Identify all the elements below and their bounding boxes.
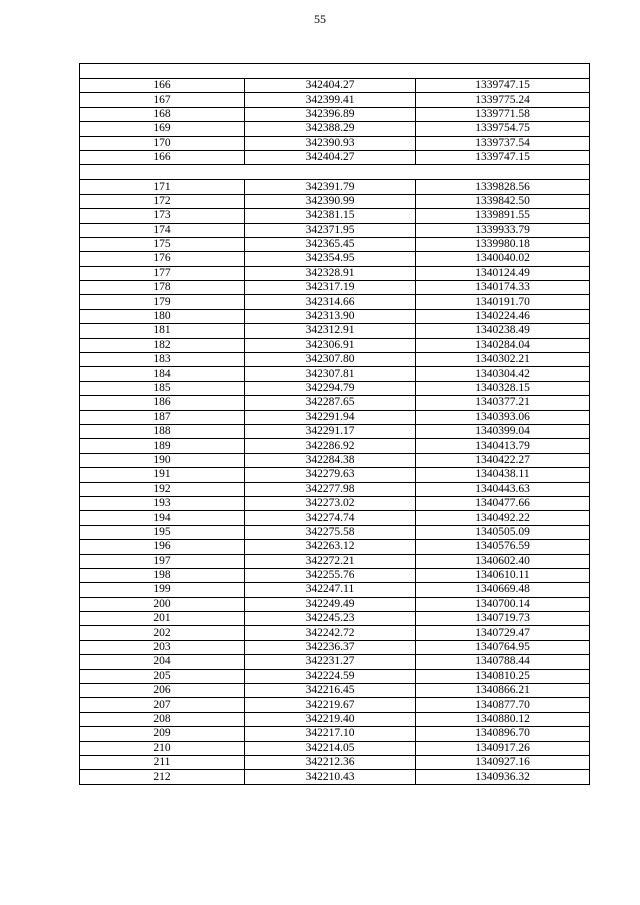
x-coordinate-cell: 342307.80 bbox=[245, 353, 416, 367]
y-coordinate-cell: 1340422.27 bbox=[416, 453, 590, 467]
x-coordinate-cell: 342277.98 bbox=[245, 482, 416, 496]
point-number-cell: 187 bbox=[80, 410, 245, 424]
page-number: 55 bbox=[314, 12, 326, 26]
x-coordinate-cell: 342307.81 bbox=[245, 367, 416, 381]
point-number-cell: 204 bbox=[80, 655, 245, 669]
table-row bbox=[80, 525, 590, 539]
x-coordinate-cell: 342381.15 bbox=[245, 209, 416, 223]
x-coordinate-cell: 342313.90 bbox=[245, 309, 416, 323]
point-number-cell: 180 bbox=[80, 309, 245, 323]
table-row bbox=[80, 482, 590, 496]
x-coordinate-cell: 342306.91 bbox=[245, 338, 416, 352]
y-coordinate-cell: 1340917.26 bbox=[416, 741, 590, 755]
point-number-cell: 192 bbox=[80, 482, 245, 496]
point-number-cell: 182 bbox=[80, 338, 245, 352]
y-coordinate-cell: 1339933.79 bbox=[416, 223, 590, 237]
point-number-cell: 199 bbox=[80, 583, 245, 597]
point-number-cell: 188 bbox=[80, 424, 245, 438]
point-number-cell: 206 bbox=[80, 684, 245, 698]
y-coordinate-cell: 1339980.18 bbox=[416, 237, 590, 251]
table-row bbox=[80, 496, 590, 510]
point-number-cell: 184 bbox=[80, 367, 245, 381]
y-coordinate-cell: 1339747.15 bbox=[416, 150, 590, 164]
x-coordinate-cell: 342371.95 bbox=[245, 223, 416, 237]
point-number-cell: 202 bbox=[80, 626, 245, 640]
table-row bbox=[80, 626, 590, 640]
y-coordinate-cell: 1340191.70 bbox=[416, 295, 590, 309]
x-coordinate-cell: 342272.21 bbox=[245, 554, 416, 568]
table-row bbox=[80, 755, 590, 769]
point-number-cell: 197 bbox=[80, 554, 245, 568]
point-number-cell: 166 bbox=[80, 79, 245, 93]
x-coordinate-cell: 342291.17 bbox=[245, 424, 416, 438]
y-coordinate-cell: 1340896.70 bbox=[416, 727, 590, 741]
x-coordinate-cell: 342291.94 bbox=[245, 410, 416, 424]
x-coordinate-cell: 342354.95 bbox=[245, 252, 416, 266]
y-coordinate-cell: 1339754.75 bbox=[416, 122, 590, 136]
y-coordinate-cell: 1340719.73 bbox=[416, 612, 590, 626]
y-coordinate-cell: 1340238.49 bbox=[416, 324, 590, 338]
table-row bbox=[80, 194, 590, 208]
x-coordinate-cell: 342242.72 bbox=[245, 626, 416, 640]
point-number-cell: 170 bbox=[80, 136, 245, 150]
coordinates-table-body bbox=[80, 64, 590, 785]
table-row bbox=[80, 424, 590, 438]
table-row bbox=[80, 698, 590, 712]
point-number-cell: 208 bbox=[80, 712, 245, 726]
group-separator-row bbox=[80, 165, 590, 180]
table-row bbox=[80, 712, 590, 726]
x-coordinate-cell: 342404.27 bbox=[245, 79, 416, 93]
point-number-cell: 176 bbox=[80, 252, 245, 266]
group-separator-cell bbox=[80, 165, 590, 180]
x-coordinate-cell: 342210.43 bbox=[245, 770, 416, 784]
y-coordinate-cell: 1340393.06 bbox=[416, 410, 590, 424]
table-row bbox=[80, 79, 590, 93]
table-row bbox=[80, 741, 590, 755]
point-number-cell: 174 bbox=[80, 223, 245, 237]
x-coordinate-cell: 342212.36 bbox=[245, 755, 416, 769]
y-coordinate-cell: 1340927.16 bbox=[416, 755, 590, 769]
y-coordinate-cell: 1340936.32 bbox=[416, 770, 590, 784]
x-coordinate-cell: 342263.12 bbox=[245, 540, 416, 554]
coordinates-table bbox=[79, 63, 590, 785]
table-row bbox=[80, 93, 590, 107]
x-coordinate-cell: 342236.37 bbox=[245, 640, 416, 654]
point-number-cell: 166 bbox=[80, 150, 245, 164]
point-number-cell: 186 bbox=[80, 396, 245, 410]
x-coordinate-cell: 342294.79 bbox=[245, 381, 416, 395]
x-coordinate-cell: 342284.38 bbox=[245, 453, 416, 467]
x-coordinate-cell: 342247.11 bbox=[245, 583, 416, 597]
table-row bbox=[80, 252, 590, 266]
table-row bbox=[80, 381, 590, 395]
point-number-cell: 211 bbox=[80, 755, 245, 769]
point-number-cell: 194 bbox=[80, 511, 245, 525]
y-coordinate-cell: 1339771.58 bbox=[416, 107, 590, 121]
table-row bbox=[80, 640, 590, 654]
table-row bbox=[80, 223, 590, 237]
x-coordinate-cell: 342249.49 bbox=[245, 597, 416, 611]
x-coordinate-cell: 342286.92 bbox=[245, 439, 416, 453]
point-number-cell: 183 bbox=[80, 353, 245, 367]
point-number-cell: 177 bbox=[80, 266, 245, 280]
x-coordinate-cell: 342396.89 bbox=[245, 107, 416, 121]
point-number-cell: 172 bbox=[80, 194, 245, 208]
y-coordinate-cell: 1340040.02 bbox=[416, 252, 590, 266]
y-coordinate-cell: 1340788.44 bbox=[416, 655, 590, 669]
y-coordinate-cell: 1339747.15 bbox=[416, 79, 590, 93]
x-coordinate-cell: 342399.41 bbox=[245, 93, 416, 107]
y-coordinate-cell: 1340764.95 bbox=[416, 640, 590, 654]
x-coordinate-cell: 342279.63 bbox=[245, 468, 416, 482]
point-number-cell: 171 bbox=[80, 180, 245, 194]
point-number-cell: 185 bbox=[80, 381, 245, 395]
table-row bbox=[80, 410, 590, 424]
x-coordinate-cell: 342275.58 bbox=[245, 525, 416, 539]
y-coordinate-cell: 1340669.48 bbox=[416, 583, 590, 597]
table-row bbox=[80, 727, 590, 741]
x-coordinate-cell: 342255.76 bbox=[245, 568, 416, 582]
group-separator-row bbox=[80, 64, 590, 79]
table-row bbox=[80, 367, 590, 381]
y-coordinate-cell: 1339775.24 bbox=[416, 93, 590, 107]
x-coordinate-cell: 342219.67 bbox=[245, 698, 416, 712]
table-row bbox=[80, 295, 590, 309]
y-coordinate-cell: 1340576.59 bbox=[416, 540, 590, 554]
table-row bbox=[80, 770, 590, 784]
table-row bbox=[80, 281, 590, 295]
x-coordinate-cell: 342328.91 bbox=[245, 266, 416, 280]
table-row bbox=[80, 136, 590, 150]
x-coordinate-cell: 342217.10 bbox=[245, 727, 416, 741]
x-coordinate-cell: 342219.40 bbox=[245, 712, 416, 726]
x-coordinate-cell: 342312.91 bbox=[245, 324, 416, 338]
point-number-cell: 209 bbox=[80, 727, 245, 741]
table-row bbox=[80, 568, 590, 582]
y-coordinate-cell: 1340729.47 bbox=[416, 626, 590, 640]
y-coordinate-cell: 1340438.11 bbox=[416, 468, 590, 482]
table-row bbox=[80, 237, 590, 251]
y-coordinate-cell: 1339842.50 bbox=[416, 194, 590, 208]
point-number-cell: 168 bbox=[80, 107, 245, 121]
x-coordinate-cell: 342224.59 bbox=[245, 669, 416, 683]
x-coordinate-cell: 342287.65 bbox=[245, 396, 416, 410]
y-coordinate-cell: 1340377.21 bbox=[416, 396, 590, 410]
group-separator-cell bbox=[80, 64, 590, 79]
y-coordinate-cell: 1340700.14 bbox=[416, 597, 590, 611]
point-number-cell: 179 bbox=[80, 295, 245, 309]
y-coordinate-cell: 1340224.46 bbox=[416, 309, 590, 323]
y-coordinate-cell: 1340602.40 bbox=[416, 554, 590, 568]
x-coordinate-cell: 342274.74 bbox=[245, 511, 416, 525]
point-number-cell: 189 bbox=[80, 439, 245, 453]
table-row bbox=[80, 150, 590, 164]
x-coordinate-cell: 342391.79 bbox=[245, 180, 416, 194]
table-row bbox=[80, 655, 590, 669]
y-coordinate-cell: 1340610.11 bbox=[416, 568, 590, 582]
y-coordinate-cell: 1339891.55 bbox=[416, 209, 590, 223]
table-row bbox=[80, 266, 590, 280]
table-row bbox=[80, 309, 590, 323]
point-number-cell: 205 bbox=[80, 669, 245, 683]
x-coordinate-cell: 342390.93 bbox=[245, 136, 416, 150]
table-row bbox=[80, 209, 590, 223]
table-row bbox=[80, 554, 590, 568]
table-row bbox=[80, 107, 590, 121]
y-coordinate-cell: 1340328.15 bbox=[416, 381, 590, 395]
table-row bbox=[80, 597, 590, 611]
table-row bbox=[80, 324, 590, 338]
x-coordinate-cell: 342231.27 bbox=[245, 655, 416, 669]
y-coordinate-cell: 1340505.09 bbox=[416, 525, 590, 539]
x-coordinate-cell: 342317.19 bbox=[245, 281, 416, 295]
y-coordinate-cell: 1340492.22 bbox=[416, 511, 590, 525]
table-row bbox=[80, 540, 590, 554]
point-number-cell: 207 bbox=[80, 698, 245, 712]
point-number-cell: 190 bbox=[80, 453, 245, 467]
point-number-cell: 193 bbox=[80, 496, 245, 510]
y-coordinate-cell: 1340880.12 bbox=[416, 712, 590, 726]
table-row bbox=[80, 453, 590, 467]
x-coordinate-cell: 342273.02 bbox=[245, 496, 416, 510]
point-number-cell: 175 bbox=[80, 237, 245, 251]
point-number-cell: 173 bbox=[80, 209, 245, 223]
y-coordinate-cell: 1340284.04 bbox=[416, 338, 590, 352]
y-coordinate-cell: 1339737.54 bbox=[416, 136, 590, 150]
table-row bbox=[80, 511, 590, 525]
table-row bbox=[80, 612, 590, 626]
y-coordinate-cell: 1340877.70 bbox=[416, 698, 590, 712]
table-row bbox=[80, 353, 590, 367]
table-row bbox=[80, 439, 590, 453]
point-number-cell: 191 bbox=[80, 468, 245, 482]
point-number-cell: 181 bbox=[80, 324, 245, 338]
y-coordinate-cell: 1340302.21 bbox=[416, 353, 590, 367]
table-row bbox=[80, 669, 590, 683]
y-coordinate-cell: 1340304.42 bbox=[416, 367, 590, 381]
table-row bbox=[80, 338, 590, 352]
y-coordinate-cell: 1340810.25 bbox=[416, 669, 590, 683]
x-coordinate-cell: 342214.05 bbox=[245, 741, 416, 755]
point-number-cell: 203 bbox=[80, 640, 245, 654]
point-number-cell: 201 bbox=[80, 612, 245, 626]
table-row bbox=[80, 583, 590, 597]
point-number-cell: 210 bbox=[80, 741, 245, 755]
table-row bbox=[80, 468, 590, 482]
y-coordinate-cell: 1340443.63 bbox=[416, 482, 590, 496]
table-row bbox=[80, 122, 590, 136]
point-number-cell: 195 bbox=[80, 525, 245, 539]
x-coordinate-cell: 342216.45 bbox=[245, 684, 416, 698]
point-number-cell: 178 bbox=[80, 281, 245, 295]
y-coordinate-cell: 1340399.04 bbox=[416, 424, 590, 438]
table-row bbox=[80, 684, 590, 698]
point-number-cell: 212 bbox=[80, 770, 245, 784]
x-coordinate-cell: 342314.66 bbox=[245, 295, 416, 309]
point-number-cell: 200 bbox=[80, 597, 245, 611]
x-coordinate-cell: 342404.27 bbox=[245, 150, 416, 164]
y-coordinate-cell: 1340413.79 bbox=[416, 439, 590, 453]
y-coordinate-cell: 1340174.33 bbox=[416, 281, 590, 295]
x-coordinate-cell: 342390.99 bbox=[245, 194, 416, 208]
point-number-cell: 167 bbox=[80, 93, 245, 107]
y-coordinate-cell: 1340124.49 bbox=[416, 266, 590, 280]
point-number-cell: 169 bbox=[80, 122, 245, 136]
y-coordinate-cell: 1340866.21 bbox=[416, 684, 590, 698]
point-number-cell: 196 bbox=[80, 540, 245, 554]
x-coordinate-cell: 342365.45 bbox=[245, 237, 416, 251]
x-coordinate-cell: 342245.23 bbox=[245, 612, 416, 626]
table-row bbox=[80, 396, 590, 410]
y-coordinate-cell: 1339828.56 bbox=[416, 180, 590, 194]
x-coordinate-cell: 342388.29 bbox=[245, 122, 416, 136]
table-row bbox=[80, 180, 590, 194]
y-coordinate-cell: 1340477.66 bbox=[416, 496, 590, 510]
point-number-cell: 198 bbox=[80, 568, 245, 582]
